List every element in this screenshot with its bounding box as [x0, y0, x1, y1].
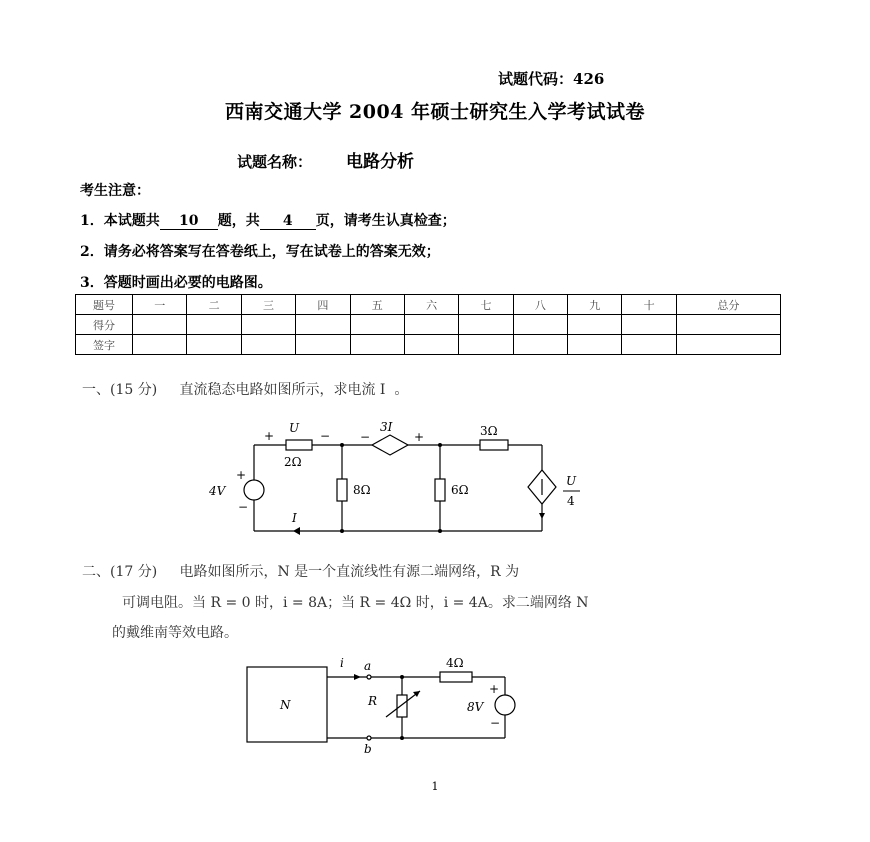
resistor-4ohm-label: 4Ω [446, 656, 464, 670]
plus-sign: + [414, 430, 425, 444]
voltage-u-label: U [289, 421, 300, 435]
notice-line-3: 3．答题时画出必要的电路图。 [80, 275, 272, 291]
sign-cell [459, 335, 513, 355]
score-cell [350, 315, 404, 335]
plus-sign: + [236, 468, 247, 482]
sign-cell [513, 335, 567, 355]
table-row [76, 335, 781, 355]
question-2-line-1: 二、(17 分) 电路如图所示，N 是一个直流线性有源二端网络，R 为 [82, 564, 520, 580]
plus-sign: + [489, 682, 500, 696]
sign-cell [404, 335, 458, 355]
question-2-line-3: 的戴维南等效电路。 [112, 625, 238, 641]
notice-line-1-post: 页，请考生认真检查； [315, 213, 456, 229]
notice-line-1-mid: 题，共 [217, 213, 260, 229]
column-header: 四 [296, 295, 350, 315]
terminal-a-label: a [364, 659, 372, 673]
score-cell [622, 315, 676, 335]
notice-line-2: 2．请务必将答案写在答卷纸上，写在试卷上的答案无效； [80, 244, 440, 260]
column-header: 六 [404, 295, 458, 315]
row-label: 题号 [76, 295, 133, 315]
score-cell [187, 315, 241, 335]
minus-sign: − [490, 716, 501, 730]
voltage-source-label: 4V [209, 484, 226, 498]
score-cell [296, 315, 350, 335]
sign-cell [622, 335, 676, 355]
score-cell [133, 315, 187, 335]
minus-sign: − [360, 430, 371, 444]
table-row [76, 315, 781, 335]
sign-cell [187, 335, 241, 355]
page-title: 西南交通大学 2004 年硕士研究生入学考试试卷 [224, 101, 646, 123]
current-source-numerator: U [566, 474, 577, 488]
sign-cell [676, 335, 780, 355]
sign-cell [241, 335, 295, 355]
network-n-label: N [280, 698, 291, 712]
score-cell [459, 315, 513, 335]
notice-line-1 [80, 210, 456, 230]
sign-cell [133, 335, 187, 355]
score-table [75, 294, 781, 355]
column-header: 一 [133, 295, 187, 315]
question-count: 10 [160, 213, 218, 230]
notice-heading: 考生注意： [80, 183, 150, 199]
voltage-source-label: 8V [467, 700, 484, 714]
resistor-3ohm-label: 3Ω [480, 424, 498, 438]
notice-line-1-pre: 1．本试题共 [80, 213, 160, 229]
sign-cell [350, 335, 404, 355]
row-label: 得分 [76, 315, 133, 335]
minus-sign: − [320, 429, 331, 443]
page-number: 1 [431, 780, 439, 793]
circuit-1-diagram [200, 415, 610, 540]
column-header: 九 [568, 295, 622, 315]
subject-name: 电路分析 [346, 152, 415, 172]
column-header: 二 [187, 295, 241, 315]
minus-sign: − [238, 500, 249, 514]
subject-label: 试题名称： [237, 153, 313, 171]
current-i-label: I [292, 511, 297, 525]
sign-cell [296, 335, 350, 355]
current-source-denominator: 4 [567, 494, 575, 508]
dependent-source-label: 3I [380, 420, 393, 434]
current-i-label: i [340, 656, 344, 670]
table-row [76, 295, 781, 315]
plus-sign: + [264, 429, 275, 443]
question-2-line-2: 可调电阻。当 R = 0 时，i = 8A；当 R = 4Ω 时，i = 4A。求二端网络 N [122, 595, 589, 611]
column-header: 七 [459, 295, 513, 315]
score-cell [513, 315, 567, 335]
score-cell [676, 315, 780, 335]
question-1-text: 一、(15 分) 直流稳态电路如图所示，求电流 I 。 [82, 382, 409, 398]
row-label: 签字 [76, 335, 133, 355]
resistor-2ohm-label: 2Ω [284, 455, 302, 469]
terminal-b-label: b [364, 742, 372, 755]
score-cell [404, 315, 458, 335]
exam-code: 试题代码：426 [498, 70, 605, 88]
score-cell [568, 315, 622, 335]
column-header: 总分 [676, 295, 780, 315]
resistor-6ohm-label: 6Ω [451, 483, 469, 497]
subject-line [237, 147, 414, 172]
resistor-8ohm-label: 8Ω [353, 483, 371, 497]
resistor-r-label: R [368, 694, 378, 708]
column-header: 三 [241, 295, 295, 315]
page-count: 4 [260, 213, 316, 230]
column-header: 五 [350, 295, 404, 315]
score-cell [241, 315, 295, 335]
column-header: 八 [513, 295, 567, 315]
circuit-2-diagram [240, 655, 530, 755]
sign-cell [568, 335, 622, 355]
column-header: 十 [622, 295, 676, 315]
